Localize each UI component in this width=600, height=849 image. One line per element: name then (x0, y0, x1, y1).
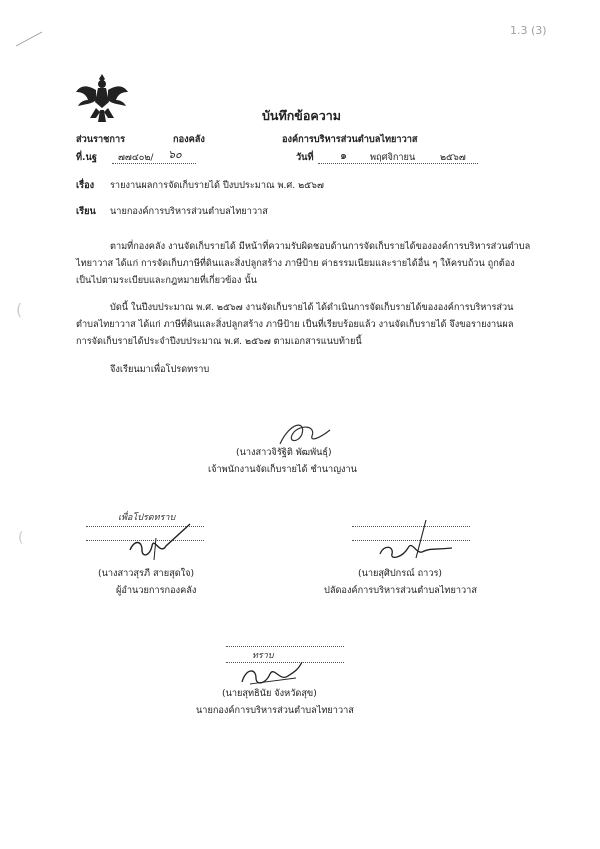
margin-mark: ( (18, 530, 24, 546)
signature-2 (120, 520, 200, 564)
ref-value: ๗๗๔๐๒/ (118, 152, 154, 163)
signer3-position: ปลัดองค์การบริหารส่วนตำบลไทยาวาส (324, 585, 477, 596)
to-text: นายกองค์การบริหารส่วนตำบลไทยาวาส (110, 206, 268, 217)
para1-line1: ตามที่กองคลัง งานจัดเก็บรายได้ มีหน้าที่ความรับผิดชอบด้านการจัดเก็บรายได้ขององค์การบริหารส่วนตำบล (110, 241, 531, 252)
subject-text: รายงานผลการจัดเก็บรายได้ ปีงบประมาณ พ.ศ. ๒๕๖๗ (110, 180, 324, 191)
para2-line1: บัดนี้ ในปีงบประมาณ พ.ศ. ๒๕๖๗ งานจัดเก็บรายได้ ได้ดำเนินการจัดเก็บรายได้ขององค์การบริหารส่วน (110, 302, 514, 313)
date-month: พฤศจิกายน (370, 152, 416, 163)
signer2-name: (นางสาวสุรภี สายสุดใจ) (98, 568, 195, 579)
signer3-name: (นายสุศิปกรณ์ ถาวร) (358, 568, 443, 579)
signer2-note: เพื่อโปรดทราบ (118, 513, 176, 523)
signature-3 (372, 518, 462, 564)
memo-title: บันทึกข้อความ (262, 108, 341, 123)
date-label: วันที่ (296, 152, 314, 163)
date-year: ๒๕๖๗ (440, 152, 466, 163)
para1-line2: ไทยาวาส ได้แก่ การจัดเก็บภาษีที่ดินและสิ่งปลูกสร้าง ภาษีป้าย ค่าธรรมเนียมและรายได้อื่น ๆ ให้ครบถ้วน ถูกต้อง (76, 258, 515, 269)
signer4-note: ทราบ (252, 651, 274, 661)
stray-pen-mark (16, 30, 46, 50)
date-day: ๑ (340, 149, 347, 162)
signer4-name: (นายสุทธินัย จังหวัดสุข) (222, 688, 317, 699)
page-number-annotation: 1.3 (3) (510, 24, 547, 37)
signer4-position: นายกองค์การบริหารส่วนตำบลไทยาวาส (196, 705, 354, 716)
agency-value: กองคลัง (173, 134, 205, 145)
agency-label: ส่วนราชการ (76, 134, 126, 145)
margin-mark: ( (16, 300, 23, 319)
signer1-name: (นางสาวจิรัฐิติ พัฒพันธุ์) (236, 447, 332, 458)
to-label: เรียน (76, 206, 96, 217)
organization-name: องค์การบริหารส่วนตำบลไทยาวาส (282, 134, 418, 145)
signer1-position: เจ้าพนักงานจัดเก็บรายได้ ชำนาญงาน (208, 464, 357, 475)
para2-line3: การจัดเก็บรายได้ประจำปีงบประมาณ พ.ศ. ๒๕๖๗ ตามเอกสารแนบท้ายนี้ (76, 336, 362, 347)
ref-dotted-line (112, 163, 196, 164)
subject-label: เรื่อง (76, 180, 95, 191)
garuda-emblem-icon (74, 70, 130, 126)
para2-line2: ตำบลไทยาวาส ได้แก่ ภาษีที่ดินและสิ่งปลูกสร้าง ภาษีป้าย เป็นที่เรียบร้อยแล้ว งานจัดเก็บรายได้ จึงขอรายงานผล (76, 319, 514, 330)
signer4-dotted-line (226, 646, 344, 647)
closing-text: จึงเรียนมาเพื่อโปรดทราบ (110, 364, 210, 375)
ref-handwritten: ๖๐ (168, 148, 182, 161)
ref-label: ที่.นฐ (76, 152, 97, 163)
para1-line3: เป็นไปตามระเบียบและกฎหมายที่เกี่ยวข้อง นั้น (76, 275, 257, 286)
date-dotted-line (318, 163, 478, 164)
signature-4 (236, 654, 306, 690)
signer2-position: ผู้อำนวยการกองคลัง (116, 585, 197, 596)
